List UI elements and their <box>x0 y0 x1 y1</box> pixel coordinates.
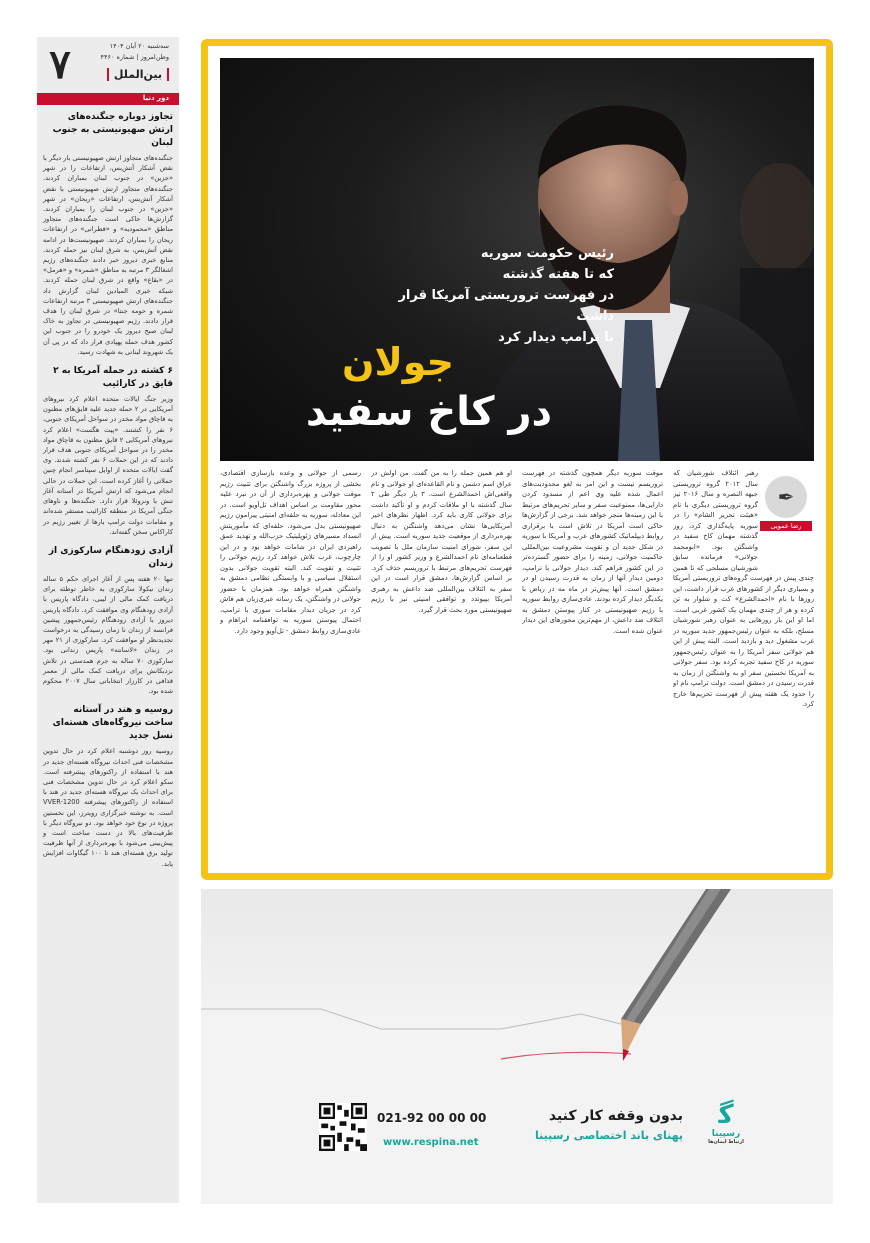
page-number: ۷ <box>49 41 71 88</box>
story-body: وزیر جنگ ایالات متحده اعلام کرد نیروهای آمریکایی در ۲ حمله جدید علیه قایق‌های مظنون به قاچاق مواد مخدر در سواحل آمریکای جنوبی، ۶ نفر را کشتند. «پیت هگست» اعلام کرد نیروهای آمریکایی ۲ قایق مظنون به قاچاق مواد مخدر را در سواحل آمریکای جنوبی هدف قرار دادند که در این حملات ۶ نفر کشته شدند. وی گفت ایالات متحده از اوایل سپتامبر انجام چنین حملاتی را آغاز کرده است. این حملات در حالی انجام می‌شود که ارتش آمریکا در آستانه آغاز تنش با ونزوئلا قرار دارد. جنگنده‌ها و ناوهای جنگی آمریکا در منطقه کارائیب مستقر شده‌اند و مقامات دولت ترامپ بارها از تغییر رژیم در کاراکاس سخن گفته‌اند. <box>43 395 173 536</box>
sidebar-story <box>43 365 173 537</box>
advertisement[interactable] <box>201 889 833 1204</box>
article-column <box>220 468 361 868</box>
subtitle-line: با ترامپ دیدار کرد <box>498 330 614 345</box>
subtitle-line: که تا هفته گذشته <box>502 267 614 282</box>
story-body: روسیه روز دوشنبه اعلام کرد در حال تدوین مشخصات فنی احداث نیروگاه هسته‌ای جدید در هند با استفاده از راکتورهای پیشرفته است. سکو اعلام کرد در حال تدوین مشخصات فنی برای احداث یک نیروگاه هسته‌ای جدید در هند با استفاده از راکتورهای پیشرفته VVER-1200 است. به نوشته خبرگزاری رویترز، این نخستین پروژه در نوع خود خواهد بود. دو نیروگاه دیگر با ظرفیت‌های بالا در دست ساخت است و پیش‌بینی می‌شود با بهره‌برداری از آنها ظرفیت تولید برق هسته‌ای هند تا ۱۰۰ گیگاوات افزایش یابد. <box>43 747 174 868</box>
subtitle-line: در فهرست تروریستی آمریکا قرار داشت <box>398 288 614 324</box>
issue-number: وطن‌امروز | شماره ۴۴۶۰ <box>100 53 169 61</box>
story-title: روسیه و هند در آستانه ساخت نیروگاه‌های هسته‌ای نسل جدید <box>52 705 173 742</box>
hero-subtitle <box>364 243 614 348</box>
subtitle-line: رئیس حکومت سوریه <box>480 246 614 261</box>
section-title: بین‌الملل <box>107 68 169 81</box>
story-body: تنها ۲۰ هفته پس از آغاز اجرای حکم ۵ ساله زندان نیکولا سارکوزی به خاطر توطئه برای دریافت کمک مالی از لیبی، دادگاه پاریس با آزادی زودهنگام وی موافقت کرد. دادگاه پاریس دیروز با آزادی زودهنگام رئیس‌جمهور پیشین فرانسه از زندان تا زمان رسیدگی به درخواست تجدیدنظر او موافقت کرد. سارکوزی از ۲۱ مهر در زندان «لاسانته» پاریس زندانی بود. سارکوزی ۷۰ ساله به جرم همدستی در تلاش نزدیکانش برای دریافت کمک مالی از معمر قذافی در کارزار انتخاباتی سال ۲۰۰۷ محکوم شده بود. <box>43 574 173 696</box>
author-name: رضا عمویی <box>760 521 812 531</box>
feature-article <box>201 39 833 880</box>
ad-slogan <box>535 1105 683 1145</box>
page-header <box>43 37 173 93</box>
header-meta <box>77 41 173 82</box>
story-title: ۶ کشته در حمله آمریکا به ۲ قایق در کارائیب <box>53 366 173 390</box>
story-title: تجاوز دوباره جنگنده‌های ارتش صهیونیستی به جنوب لبنان <box>52 112 173 148</box>
ad-headline: بدون وقفه کار کنید <box>548 1108 683 1124</box>
story-body: جنگنده‌های متجاوز ارتش صهیونیستی بار دیگر با نقض آشکار آتش‌بس، ارتفاعات را در شهر «جزین» در جنوب لبنان بمباران کردند. جنگنده‌های متجاوز ارتش صهیونیستی با نقض آشکار آتش‌بس، ارتفاعات «ریحان» در شهر «جزین» در جنوب لبنان را بمباران کردند. گزارش‌ها حاکی است جنگنده‌های متجاوز مناطق «محمودیه» و «قطرانی» در ارتفاعات ریحان را بمباران کردند. صهیونیست‌ها در ادامه نقض آتش‌بس، به شرق لبنان نیز حمله کردند. منابع خبری دیروز خبر دادند جنگنده‌های رژیم اشغالگر ۳ مرتبه به مناطق «شمره» و «هرمل» در «بقاع» واقع در شرق لبنان حمله کردند. شبکه خبری المیادین لبنان گزارش داد جنگنده‌های ارتش صهیونیستی ۳ مرتبه ارتفاعات شمره و حومه جنتا» در شرق لبنان را هدف قرار دادند. رژیم صهیونیستی در تجاوز به خاک لبنان صبح دیروز یک خودرو را در جنوب این کشور هدف حمله پهپادی قرار داد که در پی آن یک شهروند لبنانی به شهادت رسید. <box>43 154 173 356</box>
news-sidebar <box>37 37 179 1203</box>
brand-name: رسپینا <box>711 1129 741 1139</box>
article-paragraph: او هم همین جمله را به من گفت. من اولش در عراق اسم دشمن و نام القاعده‌ای او جولانی و نام واقعی‌اش احمدالشرع است. ۳ بار دیگر طی ۲ سال گذشته با او ملاقات کردم و او تأکید داشت برای جولانی کاری باید کرد. اظهار نظرهای اخیر آمریکایی‌ها نشان می‌دهد واشنگتن به دنبال بهره‌برداری از موقعیت جدید سوریه است. پیش از این سفر، شورای امنیت سازمان ملل با تصویب قطعنامه‌ای نام احمدالشرع و وزیر کشور او را از فهرست تحریم‌های مرتبط با تروریسم حذف کرد. بر اساس گزارش‌ها، دمشق قرار است در این سفر به ائتلاف بین‌المللی ضد داعش به رهبری آمریکا بپیوندد و توافقی امنیتی نیز با رژیم صهیونیستی مورد بحث قرار گیرد. <box>371 469 512 614</box>
article-column <box>522 468 663 868</box>
sidebar-story <box>43 704 173 868</box>
subsection-label: دور دنیا <box>142 94 169 102</box>
subsection-bar <box>37 93 179 105</box>
issue-date: سه‌شنبه ۲۰ آبان ۱۴۰۴ <box>109 42 169 50</box>
article-paragraph: رسمی از جولانی و وعده بازسازی اقتصادی، بخشی از پروژه بزرگ واشنگتن برای تثبیت رژیم موقت جولانی و بهره‌برداری از آن در نبرد علیه محور مقاومت بر اساس اهداف تل‌آویو است. در این معادله، سوریه به حلقه‌ای امنیتی پیرامون رژیم صهیونیستی بدل می‌شود. حلقه‌ای که مأموریتش انسداد مسیرهای ژئوپلیتیک حزب‌الله و تهدید عمق راهبردی ایران در شامات خواهد بود و در این چارچوب، غرب تلاش خواهد کرد رژیم جولانی را تثبیت و تقویت کند. البته تقویت جولانی بدون استقلال سیاسی و با وابستگی نظامی دمشق به واشنگتن همراه خواهد بود. همزمان با حضور جولانی در واشنگتن، یک رسانه عبری‌زبان هم فاش کرد در جریان دیدار مقامات سوری با ترامپ، احتمال پیوستن سوریه به توافقنامه ابراهام و عادی‌سازی روابط دمشق - تل‌آویو وجود دارد. <box>220 469 361 635</box>
story-title: آزادی زودهنگام سارکوزی از زندان <box>48 545 173 569</box>
article-paragraph: موقت سوریه دیگر همچون گذشته در فهرست تروریسم نیست و این امر به لغو محدودیت‌های اعمال شده علیه وی اعم از مسدود کردن دارایی‌ها، ممنوعیت سفر و سایر تحریم‌های مرتبط با این زمینه‌ها منجر خواهد شد. برخی از گزارش‌ها حاکی است آمریکا در تلاش است با برقراری روابط دیپلماتیک کشورهای عرب و آمریکا با سوریه در شکل جدید آن و تقویت مشروعیت بین‌المللی حاکمیت جولانی، زمینه را برای حضور گسترده‌تر در این کشور فراهم کند. دیدار جولانی با ترامپ، دومین دیدار آنها از زمان به قدرت رسیدن او در دمشق است. آنها پیش‌تر در ماه مه در ریاض با یکدیگر دیدار کرده بودند. عادی‌سازی روابط سوریه با رژیم صهیونیستی در کنار پیوستن دمشق به ائتلاف ضد داعش، از مهم‌ترین محورهای این دیدار عنوان شده است. <box>522 469 663 635</box>
sidebar-story <box>43 545 173 696</box>
author-byline <box>760 476 812 531</box>
brand-mark-icon: ﮔ <box>718 1100 734 1130</box>
ad-tagline: پهنای باند اختصاصی رسپینا <box>535 1129 683 1142</box>
pen-icon: ✒ <box>765 476 807 518</box>
brand-small: ارتباط ایمان‌ها <box>708 1139 744 1145</box>
sidebar-story <box>43 111 173 357</box>
qr-code-icon[interactable] <box>319 1103 367 1151</box>
hero-photo <box>220 58 814 461</box>
article-paragraph: رهبر ائتلاف شورشیان که سال ۲۰۱۲ گروه تروریستی جبهه النصره و سال ۲۰۱۶ نیز گروه تروریستی دیگری با نام «هیئت تحریر الشام» را در سوریه پایه‌گذاری کرد، روز گذشته مهمان کاخ سفید در واشنگتن بود. «ابومحمد جولانی» فرمانده سابق شورشیان مسلحی که تا همین چندی پیش در فهرست گروه‌های تروریستی آمریکا و بسیاری دیگر از کشورهای غرب قرار داشت، این روزها با نام «احمدالشرع» کت و شلوار به تن کرده و هر از چندی مهمان یک کشور غربی است. اما او این بار روزهایی به عنوان رهبر شورشیان مسلح، بلکه به عنوان رئیس‌جمهور جدید سوریه در غرب مشغول دید و بازدید است. البته پیش از این هم جولانی سفر آمریکا را به عنوان رئیس‌جمهور سوریه در کاخ سفید تجربه کرده بود. سفر جولانی به آمریکا نخستین سفر او به واشنگتن از زمان به قدرت رسیدن در دمشق است. دولت ترامپ نام او را حدود یک هفته پیش از فهرست تحریم‌ها خارج کرد. <box>673 469 814 708</box>
headline-kicker: جولان <box>342 340 454 384</box>
pencil-illustration <box>201 889 833 1204</box>
article-column <box>371 468 512 868</box>
article-columns <box>220 468 814 868</box>
brand-logo[interactable] <box>701 1101 751 1147</box>
headline-title: در کاخ سفید <box>305 389 552 435</box>
ad-website-link[interactable]: www.respina.net <box>383 1137 479 1148</box>
ad-phone[interactable]: 021-92 00 00 00 <box>377 1111 487 1125</box>
